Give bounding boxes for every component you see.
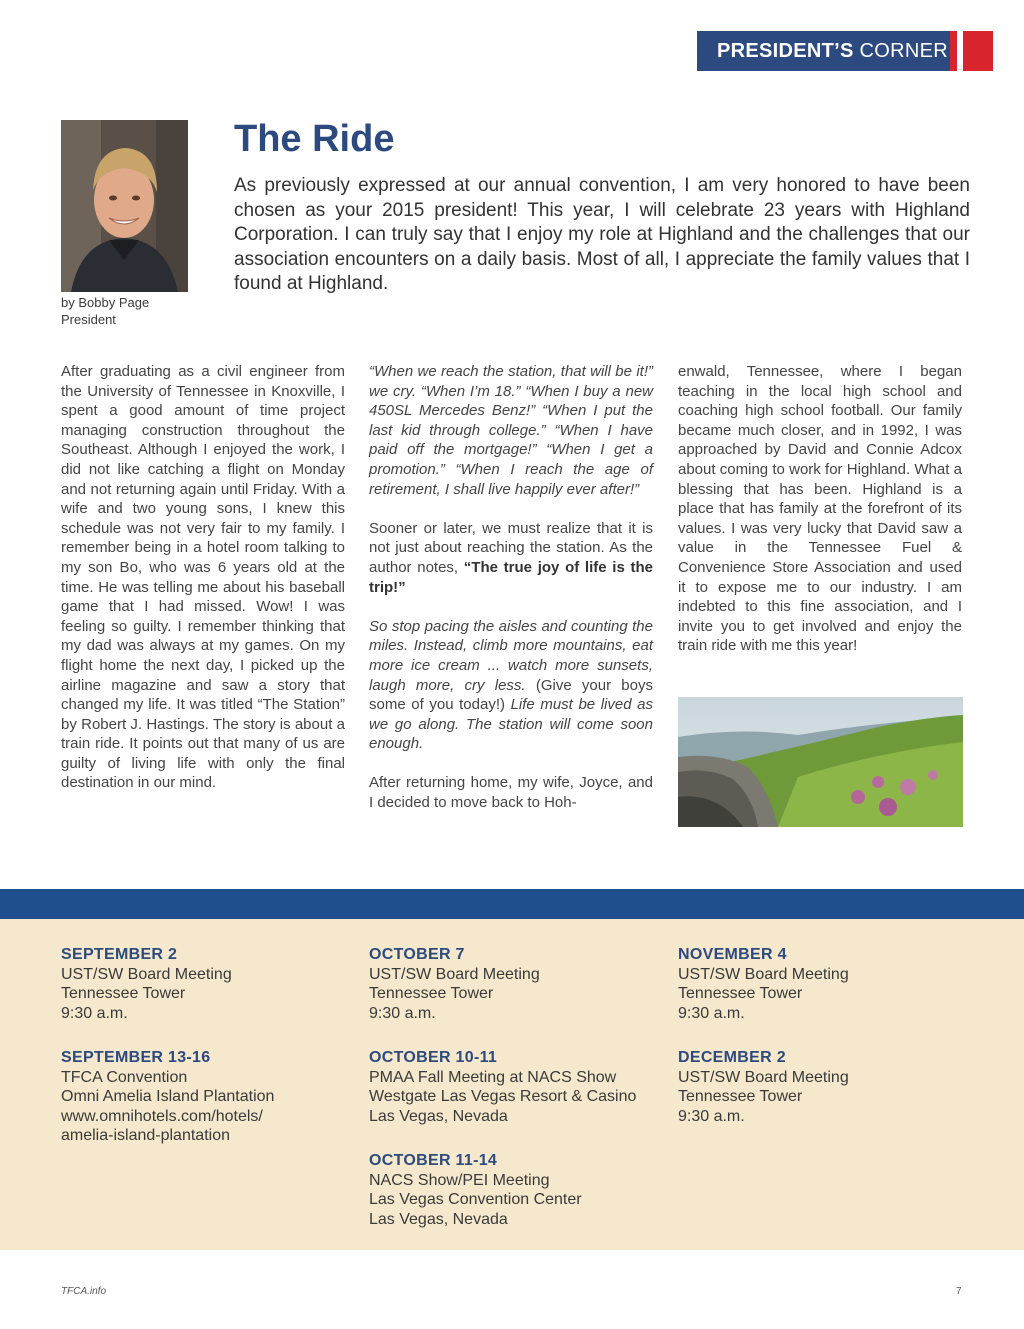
event-item (678, 1048, 978, 1126)
red-stripe (950, 31, 957, 71)
section-title-bold: PRESIDENT’S (717, 40, 854, 62)
section-tab (697, 31, 957, 71)
event-date: DECEMBER 2 (678, 1049, 786, 1066)
italic-text: Life must be lived as we go along. The station will come soon enough. (369, 696, 653, 753)
quote-paragraph: “When we reach the station, that will be it!” we cry. “When I’m 18.” “When I buy a new 450SL Mercedes Benz!” “When I put the last kid through college.” “When I have paid off the mortgage!” “When I get a promotion.” “When I reach the age of retirement, I shall live happily ever after!” (369, 363, 653, 498)
event-line: PMAA Fall Meeting at NACS Show (369, 1068, 617, 1086)
page-number: 7 (956, 1286, 962, 1297)
event-line: Las Vegas, Nevada (369, 1210, 508, 1228)
event-date: OCTOBER 7 (369, 946, 465, 963)
author-byline: by Bobby Page (61, 295, 150, 310)
event-line: Westgate Las Vegas Resort & Casino (369, 1088, 637, 1106)
event-line: 9:30 a.m. (61, 1004, 128, 1022)
events-calendar (0, 919, 1024, 1250)
event-line: 9:30 a.m. (678, 1107, 745, 1125)
event-line: TFCA Convention (61, 1068, 188, 1086)
event-line: 9:30 a.m. (369, 1004, 436, 1022)
author-portrait (61, 120, 188, 292)
event-line: NACS Show/PEI Meeting (369, 1171, 550, 1189)
event-date: OCTOBER 10-11 (369, 1049, 498, 1066)
event-line: Tennessee Tower (369, 985, 494, 1003)
event-link[interactable]: www.omnihotels.com/hotels/ (61, 1107, 263, 1125)
article-column-3 (678, 362, 962, 676)
event-item (369, 1151, 669, 1229)
event-line: Tennessee Tower (678, 985, 803, 1003)
paragraph: enwald, Tennessee, where I began teaching in the local high school and coaching high school football. Our family became much closer, and in 1992, I was approached by David and Connie Adcox about coming to work for Highland. What a blessing that has been. Highland is a place that has family at the forefront of its values. I was very lucky that David saw a value in the Tennessee Fuel & Convenience Store Association and used it to expose me to our industry. I am indebted to this fine association, and I invite you to get involved and enjoy the train ride with me this year! (678, 363, 962, 655)
paragraph: After returning home, my wife, Joyce, and I decided to move back to Hoh- (369, 774, 653, 812)
key-quote: “The true joy of life is the trip!” (369, 558, 653, 596)
event-item (369, 1048, 669, 1126)
landscape-illustration (678, 697, 963, 827)
event-line: Omni Amelia Island Plantation (61, 1088, 275, 1106)
paragraph-text: (Give your boys some of you today!) (369, 676, 653, 714)
article-title: The Ride (234, 118, 395, 160)
event-link[interactable]: amelia-island-plantation (61, 1127, 230, 1145)
event-line: Las Vegas, Nevada (369, 1107, 508, 1125)
event-item (61, 1048, 361, 1146)
event-date: SEPTEMBER 2 (61, 946, 178, 963)
article-column-2 (369, 362, 653, 832)
portrait-illustration (61, 120, 188, 292)
article-column-1 (61, 362, 345, 813)
paragraph (369, 519, 653, 597)
section-title-light: CORNER (853, 40, 948, 62)
footer-site[interactable]: TFCA.info (61, 1286, 107, 1297)
event-date: OCTOBER 11-14 (369, 1152, 498, 1169)
event-line: UST/SW Board Meeting (678, 1068, 849, 1086)
event-line: UST/SW Board Meeting (61, 965, 232, 983)
event-line: UST/SW Board Meeting (678, 965, 849, 983)
event-line: Tennessee Tower (678, 1088, 803, 1106)
paragraph-text: Sooner or later, we must realize that it is not just about reaching the station. As the author notes, (369, 519, 653, 576)
event-date: NOVEMBER 4 (678, 946, 787, 963)
event-item (369, 945, 669, 1023)
event-date: SEPTEMBER 13-16 (61, 1049, 211, 1066)
article-intro: As previously expressed at our annual convention, I am very honored to have been chosen as your 2015 president! This year, I will celebrate 23 years with Highland Corporation. I can truly say that I enjoy my role at Highland and the challenges that our association encounters on a daily basis. Most of all, I appreciate the family values that I found at Highland. (234, 175, 970, 294)
red-block (963, 31, 993, 71)
italic-text: So stop pacing the aisles and counting the miles. Instead, climb more mountains, eat more ice cream ... watch more sunsets, laugh more, cry less. (369, 617, 653, 694)
event-line: Las Vegas Convention Center (369, 1191, 582, 1209)
event-line: UST/SW Board Meeting (369, 965, 540, 983)
event-item (61, 945, 361, 1023)
event-line: Tennessee Tower (61, 985, 186, 1003)
paragraph (369, 617, 653, 754)
calendar-band (0, 889, 1024, 919)
mountain-landscape-image (678, 697, 963, 827)
paragraph: After graduating as a civil engineer from the University of Tennessee in Knoxville, I spent a good amount of time project managing construction throughout the Southeast. Although I enjoyed the work, I did not like catching a flight on Monday and not returning again until Friday. With a wife and two young sons, I knew this schedule was not very fair to my family. I remember being in a hotel room talking to my son Bo, who was 6 years old at the time. He was telling me about his baseball game that I had missed. Wow! I was feeling so guilty. I remember thinking that my dad was always at my games. On my flight home the next day, I picked up the airline magazine and saw a story that changed my life. It was titled “The Station” by Robert J. Hastings. The story is about a train ride. It points out that many of us are guilty of living life with only the final destination in our mind. (61, 363, 345, 792)
author-role: President (61, 312, 116, 327)
event-item (678, 945, 978, 1023)
event-line: 9:30 a.m. (678, 1004, 745, 1022)
